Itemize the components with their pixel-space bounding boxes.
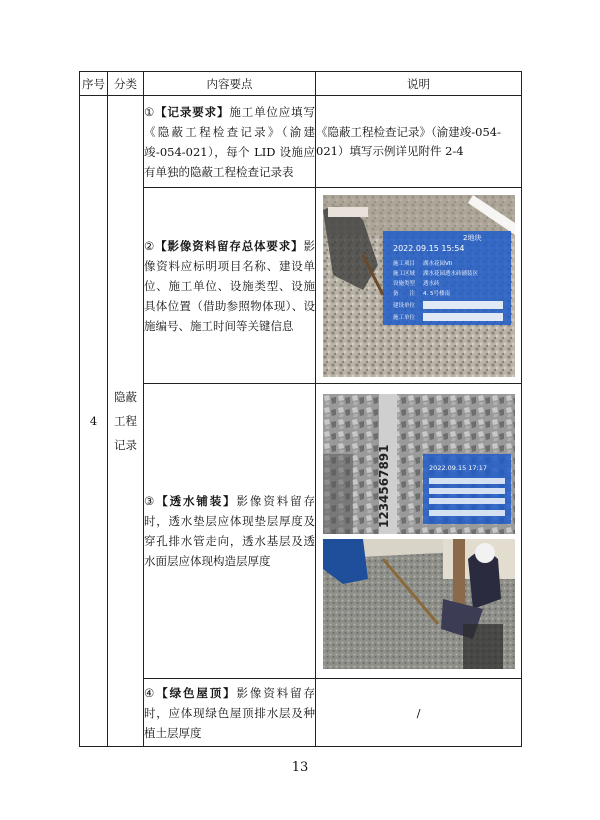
gravel-photo-image — [323, 195, 515, 377]
item-marker: ④ — [144, 685, 157, 700]
photo-label: 施工项目 — [392, 260, 415, 267]
site-photo-ruler — [323, 394, 515, 534]
category-line: 工程 — [114, 414, 137, 428]
row-number: 4 — [80, 96, 108, 747]
header-row — [80, 72, 522, 96]
item-text: 影像资料留存时，透水垫层应体现垫层厚度及穿孔排水管走向，透水基层及透水面层应体现构造层厚度 — [144, 494, 315, 568]
description-green-roof: / — [316, 679, 522, 747]
description-record-requirement: 《隐蔽工程检查记录》（渝建竣-054-021）填写示例详见附件 2-4 — [316, 96, 522, 188]
photo-stamp-date: 2022.09.15 17:17 — [428, 463, 487, 472]
item-marker: ③ — [144, 494, 157, 508]
description-image-general — [316, 188, 522, 384]
table-row — [80, 384, 522, 679]
item-text: 施工单位应填写《隐蔽工程检查记录》（渝建竣-054-021），每个 LID 设施应有单独的隐蔽工程检查记录表 — [144, 104, 316, 179]
photo-label: 设施类型 — [392, 280, 415, 287]
category-line: 隐蔽 — [114, 390, 137, 404]
category-line: 记录 — [114, 438, 137, 452]
header-content: 内容要点 — [144, 72, 316, 96]
site-photo-workers — [323, 539, 515, 669]
item-marker: ① — [144, 104, 156, 119]
content-green-roof — [144, 679, 316, 747]
photo-label: 施工区域 — [392, 270, 415, 277]
table-row — [80, 188, 522, 384]
photo-watermark: 2地块 — [462, 233, 481, 242]
photo-value: 4. 5号楼南 — [422, 290, 450, 297]
photo-stamp-date: 2022.09.15 15:54 — [392, 243, 464, 253]
description-permeable-paving — [316, 384, 522, 679]
photo-value: 湖水花园VII — [422, 260, 452, 267]
site-photo-gravel — [323, 195, 515, 377]
photo-label: 备 注 — [392, 290, 415, 297]
item-title: 【绿色屋顶】 — [156, 685, 237, 700]
item-text: 影像资料留存时，应体现绿色屋顶排水层及种植土层厚度 — [144, 685, 315, 740]
item-title: 【影像资料留存总体要求】 — [155, 238, 304, 253]
header-description: 说明 — [316, 72, 522, 96]
ruler-digits: 1234567891 — [376, 444, 391, 528]
table-row — [80, 679, 522, 747]
photo-label: 建设单位 — [392, 302, 415, 309]
item-marker: ② — [144, 238, 156, 253]
header-category: 分类 — [108, 72, 144, 96]
item-title: 【记录要求】 — [155, 104, 230, 119]
item-text: 影像资料应标明项目名称、建设单位、施工单位、设施类型、设施具体位置（借助参照物体现）、设施编号、施工时间等关键信息 — [144, 238, 315, 333]
page-number: 13 — [291, 760, 309, 775]
item-title: 【透水铺装】 — [156, 494, 237, 508]
photo-label: 施工单位 — [392, 314, 415, 321]
ruler-photo-image — [323, 394, 515, 534]
hidden-works-table — [79, 71, 522, 747]
content-image-general — [144, 188, 316, 384]
category-cell — [108, 96, 144, 747]
table-row — [80, 96, 522, 188]
photo-value: 透水砖 — [422, 280, 440, 287]
photo-value: 湖水花园透水砖铺装区 — [422, 270, 478, 277]
workers-photo-image — [323, 539, 515, 669]
content-permeable-paving — [144, 384, 316, 679]
content-record-requirement — [144, 96, 316, 188]
header-seq: 序号 — [80, 72, 108, 96]
